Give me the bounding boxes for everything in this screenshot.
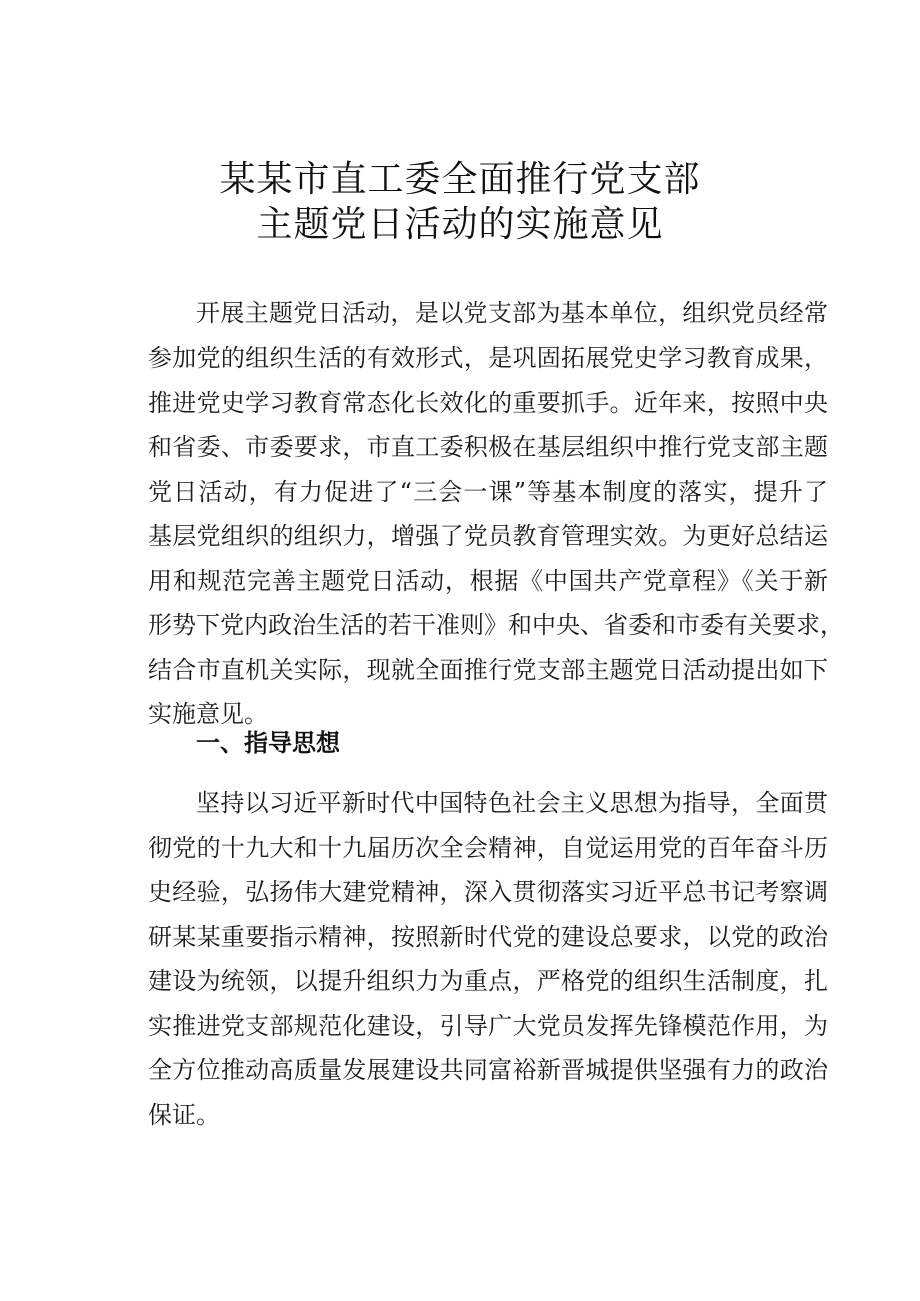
- intro-line: 推进党史学习教育常态化长效化的重要抓手。近年来，按照中央: [148, 389, 828, 417]
- section1-line: 史经验，弘扬伟大建党精神，深入贯彻落实习近平总书记考察调: [148, 878, 828, 906]
- document-title-line-1: 某某市直工委全面推行党支部: [219, 159, 701, 200]
- section-heading-guiding-ideology: 一、指导思想: [196, 729, 340, 757]
- section1-line: 彻党的十九大和十九届历次全会精神，自觉运用党的百年奋斗历: [148, 834, 828, 862]
- intro-line: 党日活动，有力促进了“三会一课”等基本制度的落实，提升了: [148, 478, 828, 506]
- intro-line: 基层党组织的组织力，增强了党员教育管理实效。为更好总结运: [148, 522, 828, 550]
- document-title-line-2: 主题党日活动的实施意见: [256, 204, 664, 245]
- intro-line: 参加党的组织生活的有效形式，是巩固拓展党史学习教育成果，: [148, 344, 828, 372]
- section1-line: 坚持以习近平新时代中国特色社会主义思想为指导，全面贯: [196, 789, 828, 817]
- intro-line: 用和规范完善主题党日活动，根据《中国共产党章程》《关于新: [148, 567, 828, 595]
- intro-line: 形势下党内政治生活的若干准则》和中央、省委和市委有关要求，: [148, 611, 844, 639]
- intro-line: 和省委、市委要求，市直工委积极在基层组织中推行党支部主题: [148, 433, 828, 461]
- section1-line: 实推进党支部规范化建设，引导广大党员发挥先锋模范作用，为: [148, 1012, 828, 1040]
- intro-line: 结合市直机关实际，现就全面推行党支部主题党日活动提出如下: [148, 656, 828, 684]
- intro-line-last: 实施意见。: [148, 700, 268, 728]
- section1-line: 全方位推动高质量发展建设共同富裕新晋城提供坚强有力的政治: [148, 1056, 828, 1084]
- section1-line-last: 保证。: [148, 1101, 220, 1129]
- intro-line: 开展主题党日活动，是以党支部为基本单位，组织党员经常: [196, 299, 828, 327]
- section1-line: 建设为统领，以提升组织力为重点，严格党的组织生活制度，扎: [148, 967, 828, 995]
- section1-line: 研某某重要指示精神，按照新时代党的建设总要求，以党的政治: [148, 923, 828, 951]
